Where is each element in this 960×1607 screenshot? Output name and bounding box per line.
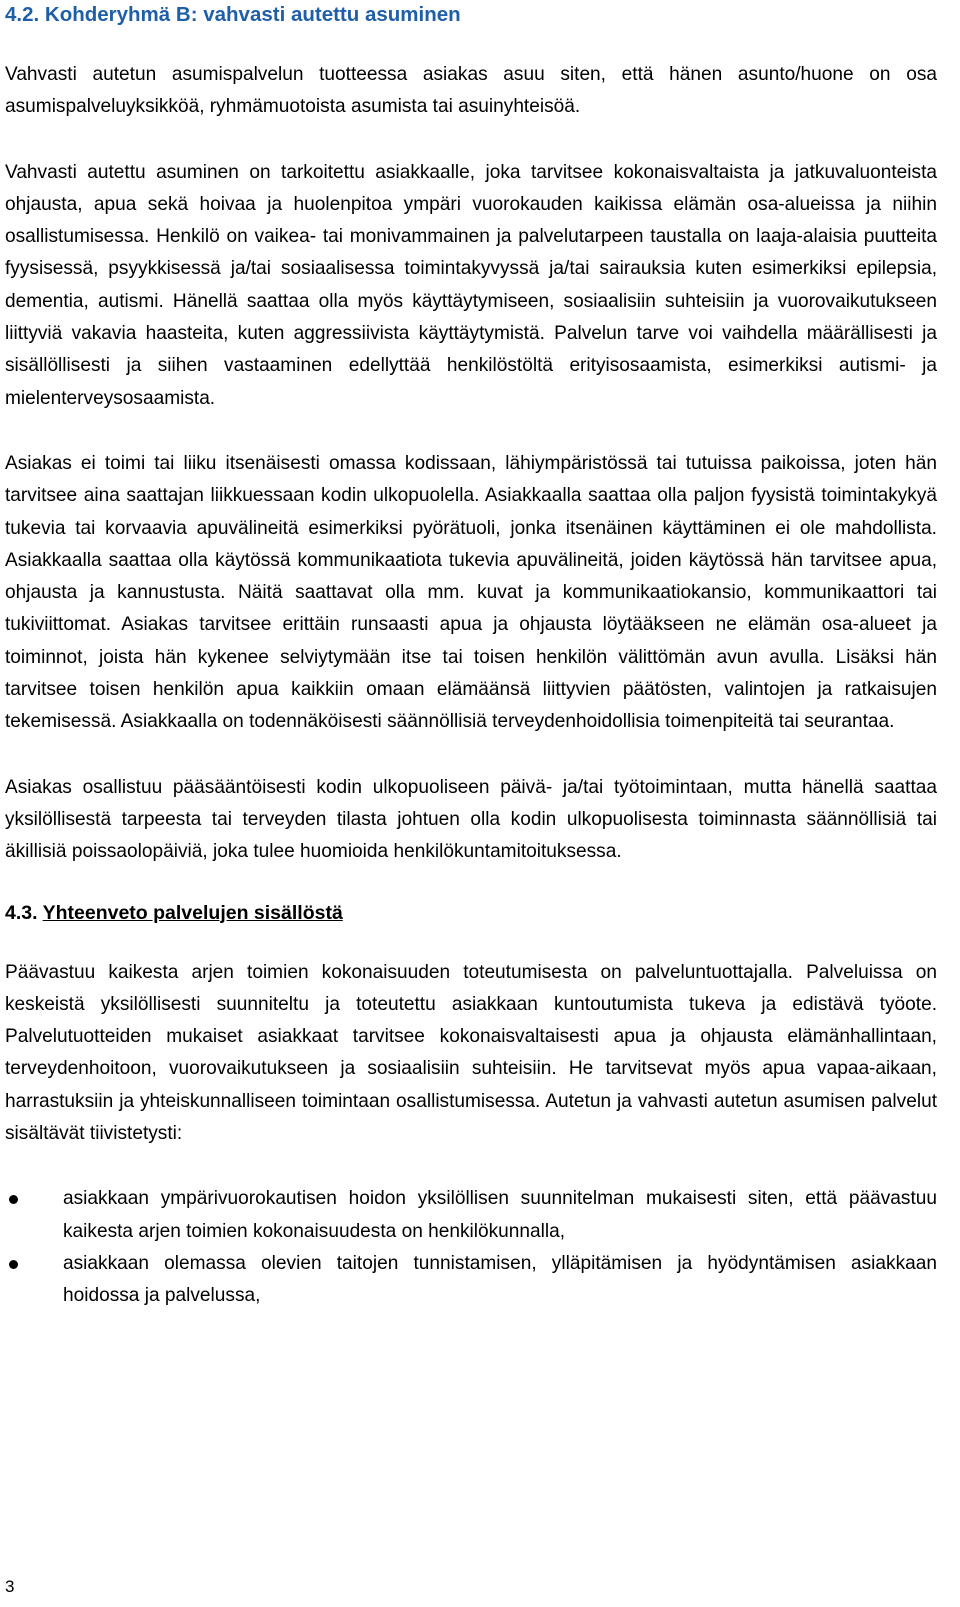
list-item-text: asiakkaan olemassa olevien taitojen tunnistamisen, ylläpitämisen ja hyödyntämisen asiakkaan hoidossa ja palvelussa, — [63, 1252, 937, 1307]
bullet-list — [5, 1183, 937, 1312]
paragraph-target-description: Vahvasti autettu asuminen on tarkoitettu asiakkaalle, joka tarvitsee kokonaisvaltaista ja jatkuvaluonteista ohjausta, apua sekä hoivaa ja huolenpitoa ympäri vuorokauden kaikissa elämän osa-alueissa ja niihin osallistumisessa. Henkilö on vaikea- tai monivammainen ja palvelutarpeen taustalla on laaja-alaisia puutteita fyysisessä, psyykkisessä ja/tai sosiaalisessa toimintakyvyssä ja/tai sairauksia kuten esimerkiksi epilepsia, dementia, autismi. Hänellä saattaa olla myös käyttäytymiseen, sosiaalisiin suhteisiin ja vuorovaikutukseen liittyviä vakavia haasteita, kuten aggressiivista käyttäytymistä. Palvelun tarve voi vaihdella määrällisesti ja sisällöllisesti ja siihen vastaaminen edellyttää henkilöstöltä erityisosaamista, esimerkiksi autismi- ja mielenterveysosaamista. — [5, 161, 937, 409]
list-item — [5, 1248, 937, 1313]
paragraph-mobility-support: Asiakas ei toimi tai liiku itsenäisesti omassa kodissaan, lähiympäristössä tai tutuissa paikoissa, joten hän tarvitsee aina saattajan liikkuessaan kodin ulkopuolella. Asiakkaalla saattaa olla paljon fyysistä toimintakykyä tukevia tai korvaavia apuvälineitä esimerkiksi pyörätuoli, jonka itsenäinen käyttäminen ei ole mahdollista. Asiakkaalla saattaa olla käytössä kommunikaatiota tukevia apuvälineitä, joiden käytössä hän tarvitsee apua, ohjausta ja kannustusta. Näitä saattavat olla mm. kuvat ja kommunikaatiokansio, kommunikaattori tai tukiviittomat. Asiakas tarvitsee erittäin runsaasti apua ja ohjausta löytääkseen ne elämän osa-alueet ja toiminnot, joista hän kykenee selviytymään itse tai toisen henkilön välittömän avun avulla. Lisäksi hän tarvitsee toisen henkilön apua kaikkiin omaan elämäänsä liittyvien päätösten, valintojen ja ratkaisujen tekemisessä. Asiakkaalla on todennäköisesti säännöllisiä terveydenhoidollisia toimenpiteitä tai seurantaa. — [5, 452, 937, 733]
paragraph-summary: Päävastuu kaikesta arjen toimien kokonaisuuden toteutumisesta on palveluntuottajalla. Palveluissa on keskeistä yksilöllisesti suunniteltu ja toteutettu asiakkaan kuntoutumista tukeva ja edistävä työote. Palvelutuotteiden mukaiset asiakkaat tarvitsee kokonaisvaltaisesti apua ja ohjausta elämänhallintaan, terveydenhoitoon, vuorovaikutukseen ja sosiaalisiin suhteisiin. He tarvitsevat myös apua vapaa-aikaan, harrastuksiin ja yhteiskunnalliseen toimintaan osallistumisessa. Autetun ja vahvasti autetun asumisen palvelut sisältävät tiivistetysti: — [5, 961, 937, 1145]
section-heading-4-3 — [5, 899, 937, 927]
list-item-text: asiakkaan ympärivuorokautisen hoidon yksilöllisen suunnitelman mukaisesti siten, että päävastuu kaikesta arjen toimien kokonaisuudesta on henkilökunnalla, — [63, 1188, 937, 1242]
bullet-icon — [9, 1195, 18, 1204]
list-item — [5, 1183, 937, 1248]
page-number: 3 — [5, 1577, 15, 1596]
paragraph-intro: Vahvasti autetun asumispalvelun tuotteessa asiakas asuu siten, että hänen asunto/huone on osa asumispalveluyksikköä, ryhmämuotoista asumista tai asuinyhteisöä. — [5, 64, 937, 118]
paragraph-day-activity: Asiakas osallistuu pääsääntöisesti kodin ulkopuoliseen päivä- ja/tai työtoimintaan, mutta hänellä saattaa yksilöllisestä tarpeesta tai terveyden tilasta johtuen olla kodin ulkopuolisesta toiminnasta säännöllisiä tai äkillisiä poissaolopäiviä, joka tulee huomioida henkilökuntamitoituksessa. — [5, 776, 937, 863]
section-number: 4.3. — [5, 901, 38, 924]
section-title: Yhteenveto palvelujen sisällöstä — [42, 901, 343, 924]
document-page — [5, 0, 937, 1313]
bullet-icon — [9, 1260, 18, 1269]
section-heading-4-2: 4.2. Kohderyhmä B: vahvasti autettu asuminen — [5, 3, 461, 26]
